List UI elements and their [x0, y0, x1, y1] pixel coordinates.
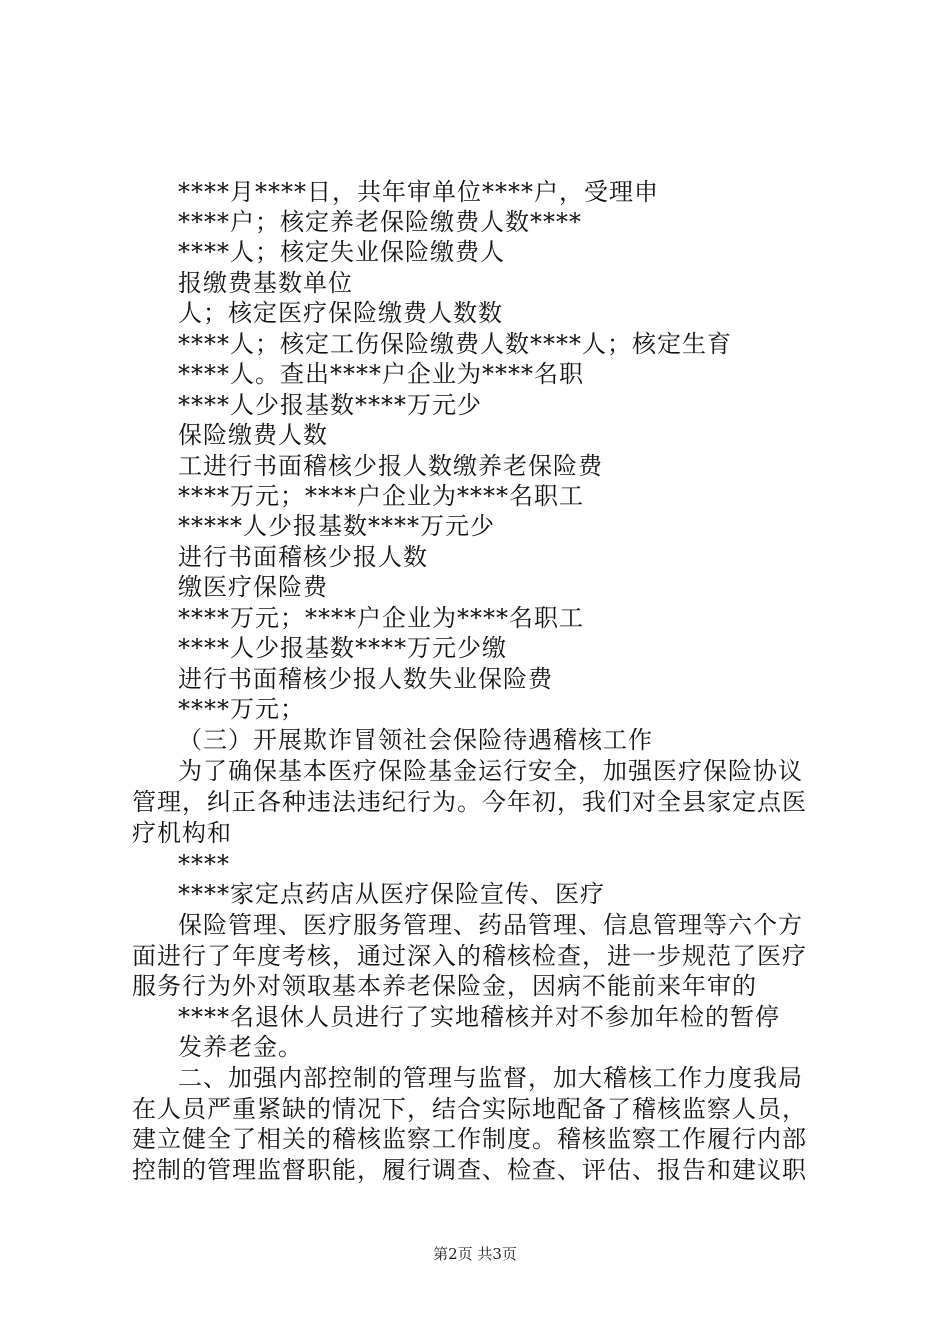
- text-line: 缴医疗保险费: [178, 573, 328, 601]
- paragraph-line: 为了确保基本医疗保险基金运行安全，加强医疗保险协议: [178, 757, 803, 785]
- text-line: ****: [178, 850, 230, 878]
- text-line: ****人少报基数****万元少缴: [178, 634, 507, 662]
- text-line: ****万元；****户企业为****名职工: [178, 604, 584, 632]
- paragraph-line: 疗机构和: [132, 819, 232, 847]
- text-line: 进行书面稽核少报人数: [178, 543, 428, 571]
- paragraph-line: 二、加强内部控制的管理与监督，加大稽核工作力度我局: [178, 1064, 803, 1092]
- page-footer: 第2页 共3页: [433, 1245, 517, 1263]
- text-line: *****人少报基数****万元少: [178, 512, 495, 540]
- text-line: 工进行书面稽核少报人数缴养老保险费: [178, 452, 603, 480]
- paragraph-line: 管理，纠正各种违法违纪行为。今年初，我们对全县家定点医: [132, 788, 807, 816]
- text-line: ****户；核定养老保险缴费人数****: [178, 208, 582, 236]
- paragraph-line: 保险管理、医疗服务管理、药品管理、信息管理等六个方: [178, 911, 803, 939]
- text-line: 报缴费基数单位: [178, 269, 353, 297]
- text-line: ****人；核定工伤保险缴费人数****人；核定生育: [178, 330, 732, 358]
- text-line: 发养老金。: [178, 1033, 303, 1061]
- text-line: ****名退休人员进行了实地稽核并对不参加年检的暂停: [178, 1003, 780, 1031]
- text-line: 保险缴费人数: [178, 421, 328, 449]
- text-line: ****万元；****户企业为****名职工: [178, 482, 584, 510]
- paragraph-line: 面进行了年度考核，通过深入的稽核检查，进一步规范了医疗: [132, 942, 807, 970]
- text-line: ****月****日，共年审单位****户，受理申: [178, 178, 659, 206]
- text-line: ****家定点药店从医疗保险宣传、医疗: [178, 880, 605, 908]
- text-line: 人；核定医疗保险缴费人数数: [178, 299, 503, 327]
- paragraph-line: 在人员严重紧缺的情况下，结合实际地配备了稽核监察人员，: [132, 1095, 807, 1123]
- paragraph-line: 控制的管理监督职能，履行调查、检查、评估、报告和建议职: [132, 1156, 807, 1184]
- text-line: 进行书面稽核少报人数失业保险费: [178, 665, 553, 693]
- text-line: ****人；核定失业保险缴费人: [178, 238, 505, 266]
- text-line: ****万元；: [178, 695, 305, 723]
- paragraph-line: 服务行为外对领取基本养老保险金，因病不能前来年审的: [132, 972, 757, 1000]
- section-heading: （三）开展欺诈冒领社会保险待遇稽核工作: [178, 726, 653, 754]
- paragraph-line: 建立健全了相关的稽核监察工作制度。稽核监察工作履行内部: [132, 1125, 807, 1153]
- text-line: ****人。查出****户企业为****名职: [178, 360, 584, 388]
- text-line: ****人少报基数****万元少: [178, 391, 482, 419]
